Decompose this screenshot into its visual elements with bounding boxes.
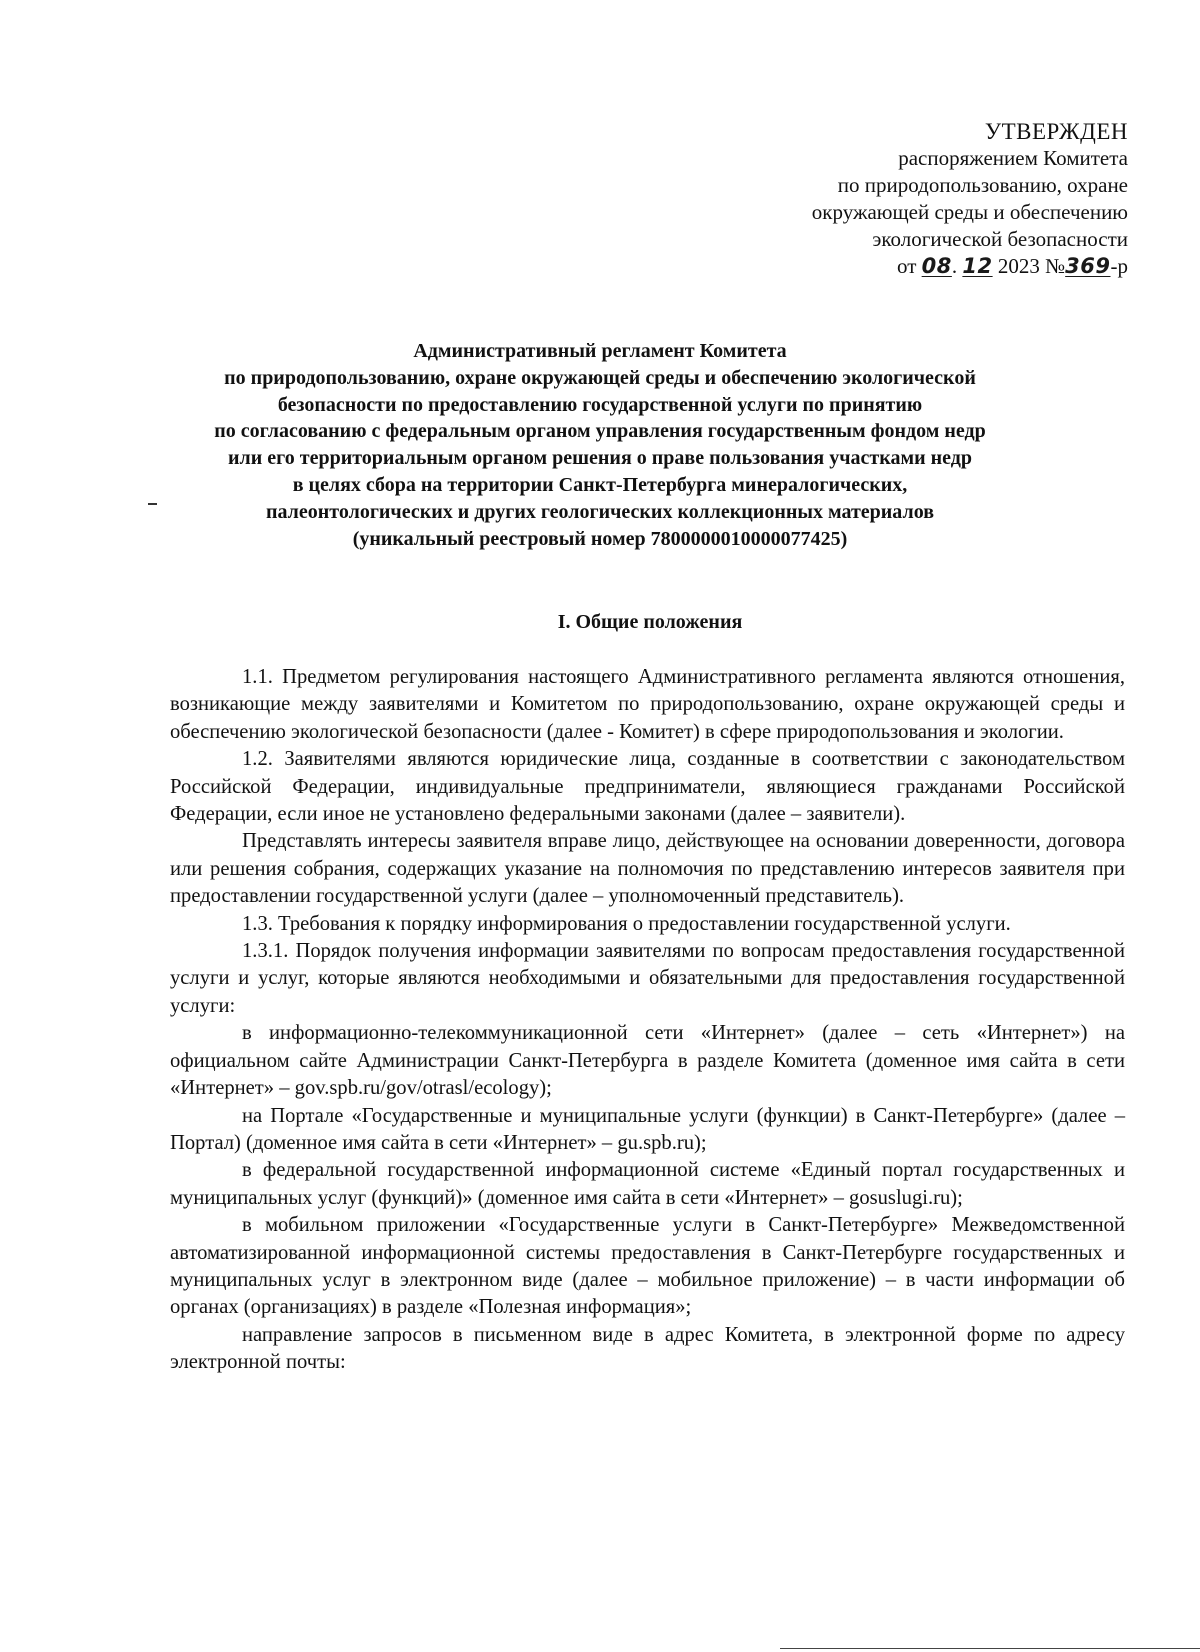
paragraph: направление запросов в письменном виде в адрес Комитета, в электронной форме по адресу электронной почты:: [170, 1323, 1125, 1374]
approval-stamp: [708, 118, 1128, 280]
handwritten-month: 12: [962, 254, 993, 278]
date-year: 2023: [997, 254, 1040, 278]
approval-date-line: [708, 253, 1128, 280]
approval-line: экологической безопасности: [872, 227, 1128, 251]
title-line: в целях сбора на территории Санкт-Петербурга минералогических,: [292, 473, 908, 496]
title-line: Административный регламент Комитета: [413, 340, 787, 362]
page-edge-line: [780, 1648, 1200, 1649]
date-prefix: от: [896, 254, 917, 278]
approval-line: распоряжением Комитета: [898, 146, 1128, 170]
section-heading: I. Общие положения: [557, 611, 743, 633]
title-line: (уникальный реестровый номер 7800000010000077425): [352, 527, 848, 550]
paragraph: в мобильном приложении «Государственные услуги в Санкт-Петербурге» Межведомственной автоматизированной информационной системы предоставления в Санкт-Петербурге государственных и муниципальных услуг в электронном виде (далее – мобильное приложение) – в части информации об органах (организациях) в разделе «Полезная информация»;: [170, 1214, 1125, 1319]
paragraph: на Портале «Государственные и муниципальные услуги (функции) в Санкт-Петербурге» (далее – Портал) (доменное имя сайта в сети «Интернет» – gu.spb.ru);: [170, 1104, 1125, 1154]
approval-line: по природопользованию, охране: [837, 173, 1128, 197]
approval-line: окружающей среды и обеспечению: [811, 200, 1128, 224]
paragraph: 1.3. Требования к порядку информирования о предоставлении государственной услуги.: [242, 912, 1011, 935]
title-line: безопасности по предоставлению государственной услуги по принятию: [277, 393, 923, 416]
paragraph: в информационно-телекоммуникационной сети «Интернет» (далее – сеть «Интернет») на официальном сайте Администрации Санкт-Петербурга в разделе Комитета (доменное имя сайта в сети «Интернет» – gov.spb.ru/gov/otrasl/ecology);: [170, 1022, 1125, 1100]
number-suffix: -р: [1110, 254, 1128, 278]
approval-heading: УТВЕРЖДЕН: [984, 119, 1128, 144]
paragraph: 1.1. Предметом регулирования настоящего Административного регламента являются отношения, возникающие между заявителями и Комитетом по природопользованию, охране окружающей среды и обеспечению экологической безопасности (далее - Комитет) в сфере природопользования и экологии.: [170, 666, 1125, 743]
title-line: по согласованию с федеральным органом управления государственным фондом недр: [214, 420, 986, 443]
regulation-title: [160, 338, 1040, 552]
handwritten-number: 369: [1065, 254, 1111, 278]
paragraph: 1.3.1. Порядок получения информации заявителями по вопросам предоставления государственной услуги и услуг, которые являются необходимыми и обязательными для предоставления государственной услуги:: [170, 940, 1125, 1017]
paragraph: Представлять интересы заявителя вправе лицо, действующее на основании доверенности, договора или решения собрания, содержащих указание на полномочия по представлению интересов заявителя при предоставлении государственной услуги (далее – уполномоченный представитель).: [170, 830, 1125, 908]
title-line: палеонтологических и других геологических коллекционных материалов: [265, 500, 935, 523]
handwritten-day: 08: [921, 254, 952, 278]
paragraph: в федеральной государственной информационной системе «Единый портал государственных и муниципальных услуг (функций)» (доменное имя сайта в сети «Интернет» – gosuslugi.ru);: [170, 1159, 1125, 1209]
number-prefix: №: [1045, 254, 1066, 278]
title-line: или его территориальным органом решения о праве пользования участками недр: [228, 447, 972, 470]
document-body: [170, 664, 1125, 1377]
scan-artifact-mark: [148, 503, 157, 505]
paragraph: 1.2. Заявителями являются юридические лица, созданные в соответствии с законодательством Российской Федерации, индивидуальные предприниматели, являющиеся гражданами Российской Федерации, если иное не установлено федеральными законами (далее – заявители).: [170, 748, 1125, 826]
date-separator: .: [951, 254, 958, 278]
title-line: по природопользованию, охране окружающей среды и обеспечению экологической: [224, 366, 976, 389]
